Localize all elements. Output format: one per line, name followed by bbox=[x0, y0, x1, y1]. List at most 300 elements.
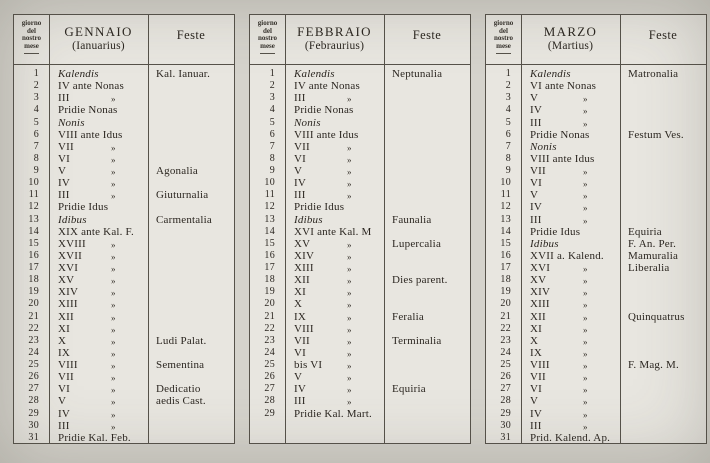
month-latin-name: (Febraurius) bbox=[304, 40, 365, 52]
day-number: 25 bbox=[500, 359, 511, 370]
roman-date: Idibus bbox=[58, 213, 87, 226]
day-number: 14 bbox=[28, 225, 39, 237]
roman-date-cell bbox=[285, 165, 384, 177]
day-number: 3 bbox=[33, 92, 39, 104]
day-number: 9 bbox=[33, 165, 39, 176]
festival-name: Faunalia bbox=[392, 213, 432, 226]
festival-name bbox=[620, 395, 706, 407]
day-number: 15 bbox=[28, 237, 39, 249]
header-dash-rule bbox=[496, 53, 511, 54]
ditto-mark: » bbox=[347, 324, 352, 335]
roman-date-cell bbox=[521, 383, 620, 395]
day-number: 14 bbox=[264, 225, 275, 237]
roman-date-cell bbox=[49, 298, 148, 310]
festival-name bbox=[148, 117, 234, 129]
roman-date: III bbox=[58, 92, 70, 105]
festival-name bbox=[148, 201, 234, 213]
month-name: MARZO bbox=[543, 24, 598, 39]
roman-date: III bbox=[58, 419, 70, 432]
table-row bbox=[14, 68, 234, 80]
festival-name: Neptunalia bbox=[392, 68, 443, 80]
roman-date-cell bbox=[285, 189, 384, 201]
table-row bbox=[14, 238, 234, 250]
festival-name bbox=[384, 141, 470, 153]
festival-name bbox=[620, 335, 706, 347]
table-row bbox=[486, 214, 706, 226]
table-row bbox=[250, 311, 470, 323]
roman-date: VIII ante Idus bbox=[58, 128, 123, 141]
day-number: 15 bbox=[500, 237, 511, 249]
roman-date-cell bbox=[285, 153, 384, 165]
roman-date: XVIII bbox=[58, 237, 86, 250]
day-number: 25 bbox=[28, 359, 39, 370]
roman-date: Pridie Nonas bbox=[530, 128, 590, 141]
festival-name bbox=[620, 153, 706, 165]
roman-date: VII bbox=[294, 334, 310, 347]
ditto-mark: » bbox=[111, 300, 116, 311]
festival-name: Ludi Palat. bbox=[156, 334, 207, 347]
roman-date: XV bbox=[58, 274, 75, 287]
day-number: 30 bbox=[500, 419, 511, 431]
festival-name: F. An. Per. bbox=[628, 237, 677, 250]
day-number: 19 bbox=[28, 286, 39, 298]
table-row bbox=[486, 80, 706, 92]
day-number: 26 bbox=[500, 371, 511, 383]
roman-date: IV bbox=[58, 407, 71, 420]
roman-date: III bbox=[58, 189, 70, 202]
table-body bbox=[250, 65, 470, 443]
festival-name: Dedicatio bbox=[156, 383, 201, 396]
day-number: 14 bbox=[500, 225, 511, 237]
day-number: 28 bbox=[264, 395, 275, 407]
roman-date-cell bbox=[285, 68, 384, 80]
roman-date: V bbox=[530, 189, 539, 202]
day-number: 10 bbox=[264, 177, 275, 189]
table-row bbox=[486, 395, 706, 407]
table-row bbox=[486, 104, 706, 116]
festival-name bbox=[148, 153, 234, 165]
ditto-mark: » bbox=[111, 94, 116, 105]
day-number: 29 bbox=[28, 407, 39, 419]
day-number: 7 bbox=[505, 140, 511, 152]
roman-date: IV bbox=[530, 407, 543, 420]
day-number: 18 bbox=[264, 274, 275, 286]
day-number: 20 bbox=[500, 298, 511, 310]
table-row bbox=[486, 359, 706, 371]
month-name: GENNAIO bbox=[64, 24, 133, 39]
roman-date-cell bbox=[521, 165, 620, 177]
ditto-mark: » bbox=[111, 348, 116, 359]
day-number: 21 bbox=[28, 310, 39, 322]
roman-date: XI bbox=[530, 322, 543, 335]
table-row bbox=[14, 395, 234, 407]
roman-date-cell bbox=[285, 117, 384, 129]
table-row bbox=[486, 165, 706, 177]
day-number: 6 bbox=[33, 128, 39, 140]
table-row bbox=[250, 238, 470, 250]
festival-name: Sementina bbox=[156, 359, 205, 371]
festival-name: Kal. Ianuar. bbox=[156, 68, 211, 80]
roman-date: XI bbox=[294, 286, 307, 299]
ditto-mark: » bbox=[347, 191, 352, 202]
roman-date: VIII bbox=[58, 359, 78, 371]
day-number: 13 bbox=[28, 213, 39, 225]
day-number: 28 bbox=[28, 395, 39, 407]
roman-date-cell bbox=[49, 383, 148, 395]
table-row bbox=[14, 408, 234, 420]
festival-name bbox=[384, 371, 470, 383]
table-row bbox=[250, 395, 470, 407]
table-header bbox=[486, 15, 706, 65]
ditto-mark: » bbox=[347, 397, 352, 408]
roman-date-cell bbox=[521, 371, 620, 383]
roman-date: IV bbox=[294, 383, 307, 396]
table-header bbox=[14, 15, 234, 65]
day-number: 10 bbox=[28, 177, 39, 189]
feste-column-header: Feste bbox=[648, 28, 678, 42]
table-row bbox=[250, 274, 470, 286]
table-row bbox=[250, 165, 470, 177]
ditto-mark: » bbox=[347, 239, 352, 250]
festival-name bbox=[148, 177, 234, 189]
roman-date-cell bbox=[49, 201, 148, 213]
roman-date: Idibus bbox=[294, 213, 323, 226]
table-row bbox=[250, 177, 470, 189]
ditto-mark: » bbox=[347, 385, 352, 396]
roman-date: XIII bbox=[530, 298, 550, 311]
roman-date-cell bbox=[521, 359, 620, 371]
festival-name bbox=[384, 189, 470, 201]
festival-name bbox=[620, 298, 706, 310]
roman-date-cell bbox=[521, 214, 620, 226]
header-dash-rule bbox=[24, 53, 39, 54]
roman-date: Pridie Idus bbox=[530, 225, 581, 238]
festival-name bbox=[148, 262, 234, 274]
roman-date-cell bbox=[521, 189, 620, 201]
roman-date: III bbox=[294, 92, 306, 105]
header-dash-rule bbox=[260, 53, 275, 54]
table-row bbox=[250, 335, 470, 347]
day-number: 23 bbox=[500, 334, 511, 346]
festival-name bbox=[148, 311, 234, 323]
calendar-month-table bbox=[485, 14, 707, 444]
roman-date: XII bbox=[530, 310, 546, 323]
day-number: 2 bbox=[33, 80, 39, 92]
ditto-mark: » bbox=[583, 215, 588, 226]
roman-date-cell bbox=[285, 395, 384, 407]
roman-date-cell bbox=[49, 214, 148, 226]
roman-date: IV bbox=[58, 177, 71, 190]
table-row bbox=[14, 371, 234, 383]
roman-date-cell bbox=[49, 153, 148, 165]
roman-date: XIX ante Kal. F. bbox=[58, 225, 134, 238]
roman-date-cell bbox=[49, 262, 148, 274]
day-number: 17 bbox=[500, 262, 511, 273]
roman-date-cell bbox=[49, 250, 148, 262]
festival-name bbox=[148, 274, 234, 286]
festival-name: Carmentalia bbox=[156, 213, 212, 226]
ditto-mark: » bbox=[347, 348, 352, 359]
roman-date-cell bbox=[521, 129, 620, 141]
month-name: FEBBRAIO bbox=[297, 24, 372, 39]
roman-date: Pridie Nonas bbox=[58, 104, 118, 117]
roman-date: VI bbox=[530, 383, 543, 396]
day-number: 27 bbox=[264, 383, 275, 395]
festival-name bbox=[384, 80, 470, 92]
column-divider bbox=[384, 15, 385, 443]
roman-date: Kalendis bbox=[58, 68, 99, 80]
roman-date-cell bbox=[521, 286, 620, 298]
festival-name bbox=[148, 347, 234, 359]
day-number: 1 bbox=[269, 68, 275, 79]
day-number: 13 bbox=[500, 213, 511, 225]
day-number: 8 bbox=[269, 152, 275, 164]
month-latin-name: (Ianuarius) bbox=[72, 40, 125, 52]
table-body bbox=[14, 65, 234, 443]
roman-date-cell bbox=[49, 68, 148, 80]
roman-date-cell bbox=[285, 311, 384, 323]
day-number: 24 bbox=[500, 346, 511, 358]
roman-date-cell bbox=[521, 420, 620, 432]
day-number: 9 bbox=[505, 165, 511, 176]
festival-name: F. Mag. M. bbox=[628, 359, 679, 371]
roman-date-cell bbox=[49, 311, 148, 323]
ditto-mark: » bbox=[583, 288, 588, 299]
festival-name bbox=[148, 371, 234, 383]
table-row bbox=[14, 214, 234, 226]
table-row bbox=[486, 432, 706, 443]
festival-name bbox=[148, 286, 234, 298]
roman-date: Pridie Kal. Feb. bbox=[58, 431, 131, 443]
festival-name bbox=[148, 80, 234, 92]
day-number: 4 bbox=[33, 104, 39, 116]
table-row bbox=[14, 104, 234, 116]
festival-name bbox=[384, 165, 470, 177]
day-number: 4 bbox=[505, 104, 511, 116]
festival-name bbox=[384, 177, 470, 189]
table-row bbox=[14, 129, 234, 141]
festival-name bbox=[620, 117, 706, 129]
ditto-mark: » bbox=[583, 385, 588, 396]
day-number: 12 bbox=[500, 201, 511, 213]
table-row bbox=[14, 177, 234, 189]
day-number: 11 bbox=[264, 189, 275, 201]
ditto-mark: » bbox=[583, 203, 588, 214]
festival-name bbox=[620, 201, 706, 213]
roman-date: IV bbox=[530, 201, 543, 214]
ditto-mark: » bbox=[111, 361, 116, 371]
table-row bbox=[250, 129, 470, 141]
day-number: 16 bbox=[28, 249, 39, 261]
roman-date-cell bbox=[285, 371, 384, 383]
table-row bbox=[14, 359, 234, 371]
roman-date: bis VI bbox=[294, 359, 323, 371]
ditto-mark: » bbox=[583, 336, 588, 347]
roman-date-cell bbox=[521, 250, 620, 262]
roman-date-cell bbox=[49, 92, 148, 104]
day-number: 31 bbox=[28, 431, 39, 443]
roman-date-cell bbox=[521, 335, 620, 347]
table-row bbox=[250, 347, 470, 359]
table-row bbox=[14, 153, 234, 165]
table-header bbox=[250, 15, 470, 65]
ditto-mark: » bbox=[347, 300, 352, 311]
roman-date-cell bbox=[521, 274, 620, 286]
festival-name bbox=[620, 80, 706, 92]
roman-date: IV ante Nonas bbox=[294, 80, 360, 93]
festival-name bbox=[620, 274, 706, 286]
roman-date: Pridie Nonas bbox=[294, 104, 354, 117]
roman-date-cell bbox=[49, 286, 148, 298]
ditto-mark: » bbox=[111, 239, 116, 250]
feste-column-header: Feste bbox=[412, 28, 442, 42]
festival-name: Equiria bbox=[628, 225, 662, 238]
month-header bbox=[521, 15, 620, 64]
festival-name: Lupercalia bbox=[392, 237, 442, 250]
table-row bbox=[250, 214, 470, 226]
day-number: 28 bbox=[500, 395, 511, 407]
ditto-mark: » bbox=[111, 421, 116, 432]
table-row bbox=[14, 311, 234, 323]
festival-name: Festum Ves. bbox=[628, 128, 684, 141]
ditto-mark: » bbox=[111, 336, 116, 347]
roman-date-cell bbox=[285, 408, 384, 420]
ditto-mark: » bbox=[111, 276, 116, 287]
roman-date-cell bbox=[285, 92, 384, 104]
festival-name bbox=[148, 298, 234, 310]
table-row bbox=[250, 408, 470, 420]
ditto-mark: » bbox=[347, 336, 352, 347]
roman-date-cell bbox=[285, 238, 384, 250]
day-number: 23 bbox=[264, 334, 275, 346]
roman-date-cell bbox=[521, 432, 620, 443]
table-row bbox=[250, 371, 470, 383]
ditto-mark: » bbox=[583, 167, 588, 177]
roman-date: V bbox=[58, 395, 67, 408]
festival-name bbox=[620, 189, 706, 201]
roman-date: VII bbox=[58, 371, 74, 384]
roman-date: Nonis bbox=[294, 116, 321, 129]
table-row bbox=[486, 129, 706, 141]
roman-date-cell bbox=[49, 335, 148, 347]
table-row bbox=[486, 298, 706, 310]
festival-name bbox=[384, 359, 470, 371]
ditto-mark: » bbox=[111, 324, 116, 335]
day-number: 19 bbox=[500, 286, 511, 298]
festival-name bbox=[148, 92, 234, 104]
festival-name: Matronalia bbox=[628, 68, 679, 80]
festival-name: Equiria bbox=[392, 383, 426, 396]
ditto-mark: » bbox=[347, 179, 352, 190]
table-row bbox=[250, 104, 470, 116]
table-row bbox=[486, 250, 706, 262]
roman-date-cell bbox=[49, 274, 148, 286]
roman-date: VI bbox=[530, 177, 543, 190]
roman-date-cell bbox=[285, 226, 384, 238]
festival-name bbox=[620, 420, 706, 432]
festival-name bbox=[620, 214, 706, 226]
roman-date-cell bbox=[521, 104, 620, 116]
roman-date-cell bbox=[521, 311, 620, 323]
roman-date-cell bbox=[285, 214, 384, 226]
festival-name bbox=[384, 323, 470, 335]
roman-date-cell bbox=[285, 286, 384, 298]
festival-name bbox=[384, 286, 470, 298]
day-number: 15 bbox=[264, 237, 275, 249]
table-row bbox=[486, 311, 706, 323]
festival-name: Terminalia bbox=[392, 334, 442, 347]
roman-date-cell bbox=[521, 298, 620, 310]
roman-date: VIII ante Idus bbox=[294, 128, 359, 141]
roman-date-cell bbox=[49, 226, 148, 238]
roman-date-cell bbox=[521, 395, 620, 407]
table-row bbox=[14, 347, 234, 359]
table-row bbox=[14, 286, 234, 298]
roman-date-cell bbox=[49, 420, 148, 432]
calendar-month-table bbox=[13, 14, 235, 444]
roman-date-cell bbox=[49, 165, 148, 177]
roman-date: XII bbox=[294, 274, 310, 287]
day-number: 2 bbox=[269, 80, 275, 92]
roman-date: XVII a. Kalend. bbox=[530, 249, 604, 262]
table-row bbox=[486, 323, 706, 335]
day-number: 17 bbox=[28, 262, 39, 273]
table-row bbox=[486, 383, 706, 395]
roman-date-cell bbox=[521, 177, 620, 189]
roman-date-cell bbox=[521, 262, 620, 274]
table-row bbox=[486, 226, 706, 238]
roman-date: XVI bbox=[530, 262, 551, 274]
table-row bbox=[486, 201, 706, 213]
ditto-mark: » bbox=[111, 142, 116, 153]
ditto-mark: » bbox=[583, 191, 588, 202]
roman-date: VI bbox=[58, 152, 71, 165]
festival-name bbox=[620, 92, 706, 104]
day-number: 16 bbox=[500, 249, 511, 261]
table-row bbox=[486, 117, 706, 129]
day-number: 27 bbox=[500, 383, 511, 395]
roman-date: III bbox=[294, 189, 306, 202]
roman-date-cell bbox=[285, 262, 384, 274]
roman-date-cell bbox=[49, 408, 148, 420]
day-number: 8 bbox=[505, 152, 511, 164]
ditto-mark: » bbox=[111, 397, 116, 408]
ditto-mark: » bbox=[347, 142, 352, 153]
roman-date: V bbox=[530, 92, 539, 105]
day-number: 23 bbox=[28, 334, 39, 346]
festival-name bbox=[148, 323, 234, 335]
table-row bbox=[486, 189, 706, 201]
roman-date-cell bbox=[521, 153, 620, 165]
festival-name: aedis Cast. bbox=[156, 395, 206, 408]
festival-name bbox=[384, 250, 470, 262]
table-row bbox=[14, 92, 234, 104]
table-row bbox=[486, 238, 706, 250]
roman-date-cell bbox=[285, 359, 384, 371]
table-row bbox=[14, 274, 234, 286]
roman-date: Idibus bbox=[530, 237, 559, 250]
table-row bbox=[14, 201, 234, 213]
day-number: 20 bbox=[264, 298, 275, 310]
roman-date-cell bbox=[49, 371, 148, 383]
day-number: 11 bbox=[500, 189, 511, 201]
ditto-mark: » bbox=[583, 361, 588, 371]
ditto-mark: » bbox=[111, 251, 116, 262]
ditto-mark: » bbox=[583, 264, 588, 274]
ditto-mark: » bbox=[583, 94, 588, 105]
roman-date: IV bbox=[294, 177, 307, 190]
column-divider bbox=[148, 15, 149, 443]
